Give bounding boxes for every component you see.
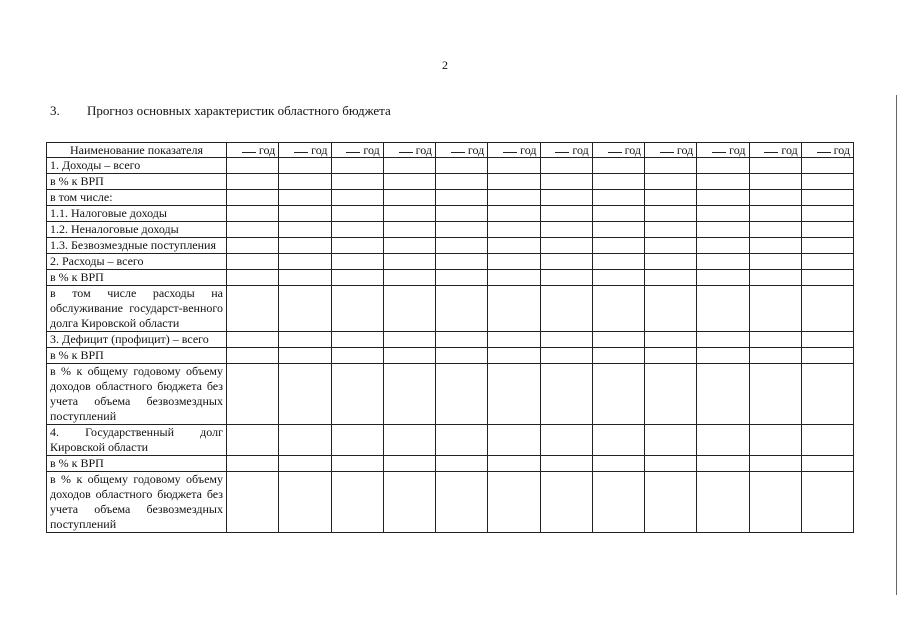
table-cell [383, 332, 435, 348]
table-row [47, 174, 854, 190]
table-cell [331, 348, 383, 364]
table-cell [697, 286, 749, 332]
table-cell [540, 174, 592, 190]
table-row [47, 158, 854, 174]
table-cell [592, 238, 644, 254]
table-cell [749, 364, 801, 425]
table-cell [592, 158, 644, 174]
page-edge-line [896, 95, 897, 595]
table-cell [697, 174, 749, 190]
table-row [47, 190, 854, 206]
table-cell [749, 270, 801, 286]
table-cell [801, 456, 853, 472]
table-cell [645, 238, 697, 254]
table-cell [697, 158, 749, 174]
year-blank-underline [451, 143, 465, 154]
table-cell [383, 190, 435, 206]
year-blank-underline [660, 143, 674, 154]
year-label: год [520, 143, 537, 157]
table-cell [801, 238, 853, 254]
row-label: в том числе расходы на обслуживание государст-венного долга Кировской области [47, 286, 227, 332]
row-label: 1.2. Неналоговые доходы [47, 222, 227, 238]
table-cell [436, 270, 488, 286]
table-cell [227, 158, 279, 174]
table-cell [749, 348, 801, 364]
year-label: год [415, 143, 432, 157]
table-cell [801, 190, 853, 206]
table-cell [488, 456, 540, 472]
table-cell [540, 222, 592, 238]
table-cell [227, 425, 279, 456]
table-cell [645, 254, 697, 270]
table-cell [540, 472, 592, 533]
table-row [47, 286, 854, 332]
table-cell [801, 332, 853, 348]
table-cell [592, 174, 644, 190]
row-label: 1.3. Безвозмездные поступления [47, 238, 227, 254]
table-cell [540, 286, 592, 332]
table-cell [801, 254, 853, 270]
column-header-year [279, 143, 331, 158]
year-label: год [624, 143, 641, 157]
table-cell [592, 222, 644, 238]
table-row [47, 222, 854, 238]
table-cell [488, 364, 540, 425]
year-label: год [258, 143, 276, 157]
table-cell [749, 238, 801, 254]
table-cell [436, 472, 488, 533]
table-cell [801, 286, 853, 332]
table-cell [279, 472, 331, 533]
table-cell [488, 190, 540, 206]
table-cell [488, 348, 540, 364]
table-cell [697, 364, 749, 425]
table-header-row [47, 143, 854, 158]
table-cell [540, 456, 592, 472]
table-cell [697, 425, 749, 456]
table-cell [227, 190, 279, 206]
table-cell [592, 190, 644, 206]
row-label: в том числе: [47, 190, 227, 206]
table-cell [749, 456, 801, 472]
table-cell [749, 158, 801, 174]
table-cell [331, 158, 383, 174]
table-cell [488, 238, 540, 254]
table-cell [331, 456, 383, 472]
table-cell [697, 456, 749, 472]
table-cell [227, 332, 279, 348]
table-cell [383, 472, 435, 533]
table-cell [279, 425, 331, 456]
table-cell [645, 332, 697, 348]
table-cell [592, 206, 644, 222]
table-cell [749, 206, 801, 222]
table-cell [383, 222, 435, 238]
column-header-year [592, 143, 644, 158]
table-cell [645, 158, 697, 174]
table-cell [645, 425, 697, 456]
table-cell [383, 456, 435, 472]
table-cell [436, 425, 488, 456]
table-cell [436, 254, 488, 270]
table-cell [279, 158, 331, 174]
table-cell [279, 270, 331, 286]
row-label: в % к общему годовому объему доходов областного бюджета без учета объема безвозмездных поступлений [47, 364, 227, 425]
table-cell [331, 286, 383, 332]
table-cell [227, 348, 279, 364]
table-cell [592, 332, 644, 348]
table-cell [749, 254, 801, 270]
table-cell [279, 332, 331, 348]
table-cell [749, 472, 801, 533]
table-cell [279, 238, 331, 254]
column-header-year [645, 143, 697, 158]
table-cell [592, 286, 644, 332]
table-cell [227, 254, 279, 270]
table-cell [227, 456, 279, 472]
table-cell [279, 348, 331, 364]
section-number: 3. [50, 103, 60, 118]
row-label: в % к ВРП [47, 348, 227, 364]
table-cell [540, 190, 592, 206]
table-cell [331, 364, 383, 425]
table-cell [331, 425, 383, 456]
table-cell [331, 222, 383, 238]
year-blank-underline [294, 143, 308, 154]
row-label: в % к ВРП [47, 456, 227, 472]
row-label: в % к общему годовому объему доходов областного бюджета без учета объема безвозмездных поступлений [47, 472, 227, 533]
table-cell [801, 425, 853, 456]
row-label: 4. Государственный долг Кировской области [47, 425, 227, 456]
table-cell [227, 472, 279, 533]
table-cell [436, 332, 488, 348]
table-cell [488, 425, 540, 456]
table-cell [279, 206, 331, 222]
table-cell [436, 190, 488, 206]
year-label: год [467, 143, 485, 157]
table-cell [592, 348, 644, 364]
year-label: год [729, 143, 746, 157]
table-cell [227, 286, 279, 332]
table-cell [592, 456, 644, 472]
table-cell [383, 174, 435, 190]
table-cell [488, 254, 540, 270]
table-cell [383, 206, 435, 222]
table-cell [331, 472, 383, 533]
section-title: Прогноз основных характеристик областного бюджета [87, 103, 391, 118]
column-header-year [227, 143, 279, 158]
table-row [47, 425, 854, 456]
year-blank-underline [242, 143, 256, 154]
table-cell [227, 364, 279, 425]
table-cell [645, 456, 697, 472]
table-cell [697, 270, 749, 286]
table-cell [436, 456, 488, 472]
table-cell [540, 332, 592, 348]
table-cell [697, 472, 749, 533]
table-cell [592, 270, 644, 286]
table-row [47, 254, 854, 270]
row-label: 3. Дефицит (профицит) – всего [47, 332, 227, 348]
table-cell [540, 348, 592, 364]
table-cell [540, 206, 592, 222]
table-cell [488, 286, 540, 332]
table-cell [383, 425, 435, 456]
column-header-year [540, 143, 592, 158]
table-cell [436, 222, 488, 238]
year-blank-underline [346, 143, 360, 154]
table-cell [540, 270, 592, 286]
table-row [47, 332, 854, 348]
table-cell [436, 206, 488, 222]
table-cell [801, 158, 853, 174]
table-cell [592, 254, 644, 270]
table-cell [749, 332, 801, 348]
table-row [47, 472, 854, 533]
table-cell [645, 364, 697, 425]
table-cell [488, 270, 540, 286]
table-cell [227, 238, 279, 254]
table-cell [227, 222, 279, 238]
table-cell [331, 254, 383, 270]
table-cell [436, 158, 488, 174]
column-header-year [801, 143, 853, 158]
table-cell [697, 254, 749, 270]
budget-forecast-table [46, 142, 854, 533]
table-cell [227, 206, 279, 222]
table-cell [436, 348, 488, 364]
table-row [47, 238, 854, 254]
table-cell [645, 270, 697, 286]
table-row [47, 364, 854, 425]
table-cell [383, 348, 435, 364]
year-label: год [572, 143, 589, 157]
year-label: год [781, 143, 798, 157]
table-cell [436, 286, 488, 332]
year-blank-underline [712, 143, 726, 154]
table-cell [540, 425, 592, 456]
table-cell [697, 348, 749, 364]
table-cell [488, 158, 540, 174]
table-cell [227, 270, 279, 286]
row-label: в % к ВРП [47, 270, 227, 286]
year-blank-underline [503, 143, 517, 154]
year-blank-underline [764, 143, 778, 154]
row-label: 1. Доходы – всего [47, 158, 227, 174]
table-cell [383, 238, 435, 254]
table-cell [801, 364, 853, 425]
page-number: 2 [442, 58, 448, 72]
table-cell [749, 286, 801, 332]
table-cell [436, 364, 488, 425]
table-cell [801, 348, 853, 364]
table-cell [331, 174, 383, 190]
section-heading [50, 103, 391, 119]
table-cell [488, 174, 540, 190]
table-cell [279, 254, 331, 270]
table-cell [279, 190, 331, 206]
row-label: 2. Расходы – всего [47, 254, 227, 270]
table-cell [645, 174, 697, 190]
table-cell [592, 364, 644, 425]
table-cell [488, 206, 540, 222]
table-cell [749, 174, 801, 190]
year-blank-underline [817, 143, 831, 154]
table-cell [488, 472, 540, 533]
table-cell [279, 286, 331, 332]
table-cell [645, 206, 697, 222]
table-cell [436, 174, 488, 190]
table-cell [801, 472, 853, 533]
table-cell [279, 174, 331, 190]
table-cell [279, 364, 331, 425]
column-header-year [488, 143, 540, 158]
table-cell [801, 222, 853, 238]
table-cell [383, 254, 435, 270]
table-cell [331, 332, 383, 348]
table-cell [697, 190, 749, 206]
column-header-year [749, 143, 801, 158]
table-cell [540, 364, 592, 425]
row-label: 1.1. Налоговые доходы [47, 206, 227, 222]
column-header-name: Наименование показателя [47, 143, 227, 158]
table-row [47, 270, 854, 286]
table-cell [279, 456, 331, 472]
table-cell [645, 190, 697, 206]
table-body [47, 158, 854, 533]
column-header-year [383, 143, 435, 158]
year-label: год [363, 143, 380, 157]
column-header-year [331, 143, 383, 158]
year-blank-underline [608, 143, 622, 154]
table-cell [383, 286, 435, 332]
table-row [47, 456, 854, 472]
column-header-year [697, 143, 749, 158]
table-cell [540, 158, 592, 174]
table-cell [592, 425, 644, 456]
table-cell [697, 206, 749, 222]
year-label: год [311, 143, 328, 157]
table-cell [592, 472, 644, 533]
table-cell [331, 270, 383, 286]
table-cell [645, 286, 697, 332]
table-cell [279, 222, 331, 238]
year-blank-underline [399, 143, 413, 154]
table-cell [331, 238, 383, 254]
table-cell [697, 222, 749, 238]
row-label: в % к ВРП [47, 174, 227, 190]
table-cell [383, 158, 435, 174]
table-cell [801, 270, 853, 286]
table-cell [801, 206, 853, 222]
table-cell [749, 425, 801, 456]
table-cell [540, 254, 592, 270]
year-label: год [676, 143, 694, 157]
table-cell [383, 364, 435, 425]
table-cell [697, 238, 749, 254]
table-cell [383, 270, 435, 286]
column-header-year [436, 143, 488, 158]
table-cell [697, 332, 749, 348]
table-cell [331, 190, 383, 206]
table-cell [540, 238, 592, 254]
table-cell [488, 332, 540, 348]
table-cell [488, 222, 540, 238]
table-cell [645, 472, 697, 533]
table-cell [331, 206, 383, 222]
table-cell [227, 174, 279, 190]
table-cell [645, 348, 697, 364]
year-label: год [833, 143, 850, 157]
table-cell [436, 238, 488, 254]
table-row [47, 206, 854, 222]
table-row [47, 348, 854, 364]
year-blank-underline [555, 143, 569, 154]
table-cell [749, 190, 801, 206]
table-cell [749, 222, 801, 238]
table-cell [645, 222, 697, 238]
table-cell [801, 174, 853, 190]
